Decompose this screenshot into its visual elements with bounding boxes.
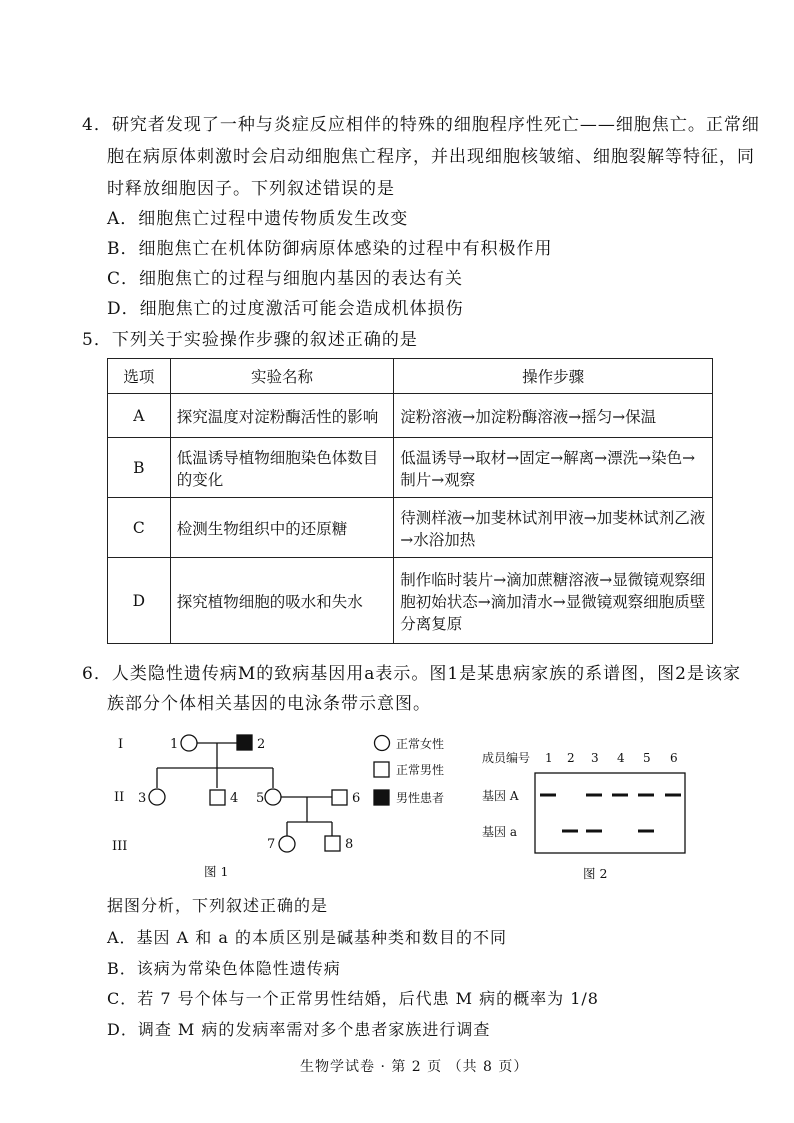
id-4: 4 — [230, 791, 239, 806]
row-steps: 低温诱导→取材→固定→解离→漂洗→染色→制片→观察 — [394, 438, 713, 498]
row-experiment: 检测生物组织中的还原糖 — [170, 498, 393, 558]
pedigree-figure — [100, 728, 470, 883]
row-steps: 制作临时装片→滴加蔗糖溶液→显微镜观察细胞初始状态→滴加清水→显微镜观察细胞质壁分离复原 — [394, 558, 713, 644]
q6-option-a: A．基因 A 和 a 的本质区别是碱基种类和数目的不同 — [107, 928, 507, 947]
band-A-member-3 — [586, 794, 602, 797]
member-number-1: 1 — [545, 751, 553, 765]
row-steps: 淀粉溶液→加淀粉酶溶液→摇匀→保温 — [394, 394, 713, 438]
table-header-row — [108, 359, 713, 394]
row-experiment: 探究温度对淀粉酶活性的影响 — [170, 394, 393, 438]
q4-option-a: A．细胞焦亡过程中遗传物质发生改变 — [107, 209, 409, 229]
legend-normal-male: 正常男性 — [396, 763, 445, 777]
header-steps: 操作步骤 — [394, 359, 713, 394]
band-a-member-3 — [586, 830, 602, 833]
id-7: 7 — [267, 837, 276, 852]
fig2-caption: 图 2 — [583, 866, 608, 881]
row-experiment: 探究植物细胞的吸水和失水 — [170, 558, 393, 644]
header-experiment: 实验名称 — [170, 359, 393, 394]
row-steps: 待测样液→加斐林试剂甲液→加斐林试剂乙液→水浴加热 — [394, 498, 713, 558]
individual-3-normal-female — [149, 789, 165, 805]
individual-2-affected-male — [237, 735, 252, 750]
band-A-member-5 — [638, 794, 654, 797]
q4-option-b: B．细胞焦亡在机体防御病原体感染的过程中有积极作用 — [107, 239, 553, 259]
band-A-member-4 — [612, 794, 628, 797]
id-8: 8 — [345, 837, 354, 852]
individual-4-normal-male — [210, 790, 225, 805]
q6-stem-line-2: 族部分个体相关基因的电泳条带示意图。 — [107, 694, 431, 714]
row-option: D — [108, 558, 171, 644]
member-number-2: 2 — [567, 751, 575, 765]
q4-option-c: C．细胞焦亡的过程与细胞内基因的表达有关 — [107, 269, 464, 289]
legend-affected-male: 男性患者 — [396, 791, 445, 805]
q4-stem-line-3: 时释放细胞因子。下列叙述错误的是 — [107, 179, 395, 199]
member-number-6: 6 — [670, 751, 678, 765]
id-3: 3 — [138, 791, 147, 806]
individual-7-normal-female — [279, 836, 295, 852]
member-number-5: 5 — [643, 751, 651, 765]
individual-8-normal-male — [325, 836, 340, 851]
table-row — [108, 394, 713, 438]
member-number-4: 4 — [617, 751, 625, 765]
gen-label-2: II — [114, 790, 125, 805]
q6-stem-line-1: 6．人类隐性遗传病M的致病基因用a表示。图1是某患病家族的系谱图，图2是该家 — [82, 664, 741, 684]
member-number-3: 3 — [591, 751, 599, 765]
q6-option-c: C．若 7 号个体与一个正常男性结婚，后代患 M 病的概率为 1/8 — [107, 989, 599, 1008]
electrophoresis-figure — [478, 748, 698, 883]
id-2: 2 — [257, 737, 266, 752]
q4-option-d: D．细胞焦亡的过度激活可能会造成机体损伤 — [107, 299, 464, 319]
q4-stem-line-1: 4．研究者发现了一种与炎症反应相伴的特殊的细胞程序性死亡——细胞焦亡。正常细 — [82, 115, 760, 135]
q4-stem-line-2: 胞在病原体刺激时会启动细胞焦亡程序，并出现细胞核皱缩、细胞裂解等特征，同 — [107, 147, 755, 167]
fig1-caption: 图 1 — [204, 864, 229, 879]
q6-option-d: D．调查 M 病的发病率需对多个患者家族进行调查 — [107, 1020, 491, 1039]
id-1: 1 — [170, 737, 179, 752]
band-A-member-1 — [540, 794, 556, 797]
table-row — [108, 498, 713, 558]
page-footer: 生物学试卷 · 第 2 页 （共 8 页） — [300, 1059, 529, 1075]
band-A-member-6 — [665, 794, 681, 797]
table-row — [108, 558, 713, 644]
legend-male-icon — [374, 762, 389, 777]
gel-frame — [535, 773, 685, 853]
legend-affected-male-icon — [374, 790, 389, 805]
gene-label-a: 基因 a — [482, 825, 517, 839]
fig2-header: 成员编号 — [482, 751, 531, 765]
row-option: B — [108, 438, 171, 498]
row-experiment: 低温诱导植物细胞染色体数目的变化 — [170, 438, 393, 498]
gen-label-3: III — [112, 839, 128, 854]
q5-stem: 5．下列关于实验操作步骤的叙述正确的是 — [82, 330, 418, 350]
q5-table — [107, 358, 713, 644]
id-5: 5 — [256, 791, 265, 806]
header-option: 选项 — [108, 359, 171, 394]
individual-6-normal-male — [332, 790, 347, 805]
legend-normal-female: 正常女性 — [396, 737, 445, 751]
individual-1-normal-female — [181, 735, 197, 751]
gene-label-A: 基因 A — [482, 789, 519, 803]
q6-option-b: B．该病为常染色体隐性遗传病 — [107, 959, 341, 978]
legend-female-icon — [375, 736, 390, 751]
row-option: A — [108, 394, 171, 438]
id-6: 6 — [352, 791, 361, 806]
band-a-member-2 — [562, 830, 578, 833]
q6-prompt: 据图分析，下列叙述正确的是 — [107, 896, 329, 915]
gen-label-1: I — [118, 737, 124, 752]
table-row — [108, 438, 713, 498]
individual-5-normal-female — [265, 789, 281, 805]
row-option: C — [108, 498, 171, 558]
band-a-member-5 — [638, 830, 654, 833]
